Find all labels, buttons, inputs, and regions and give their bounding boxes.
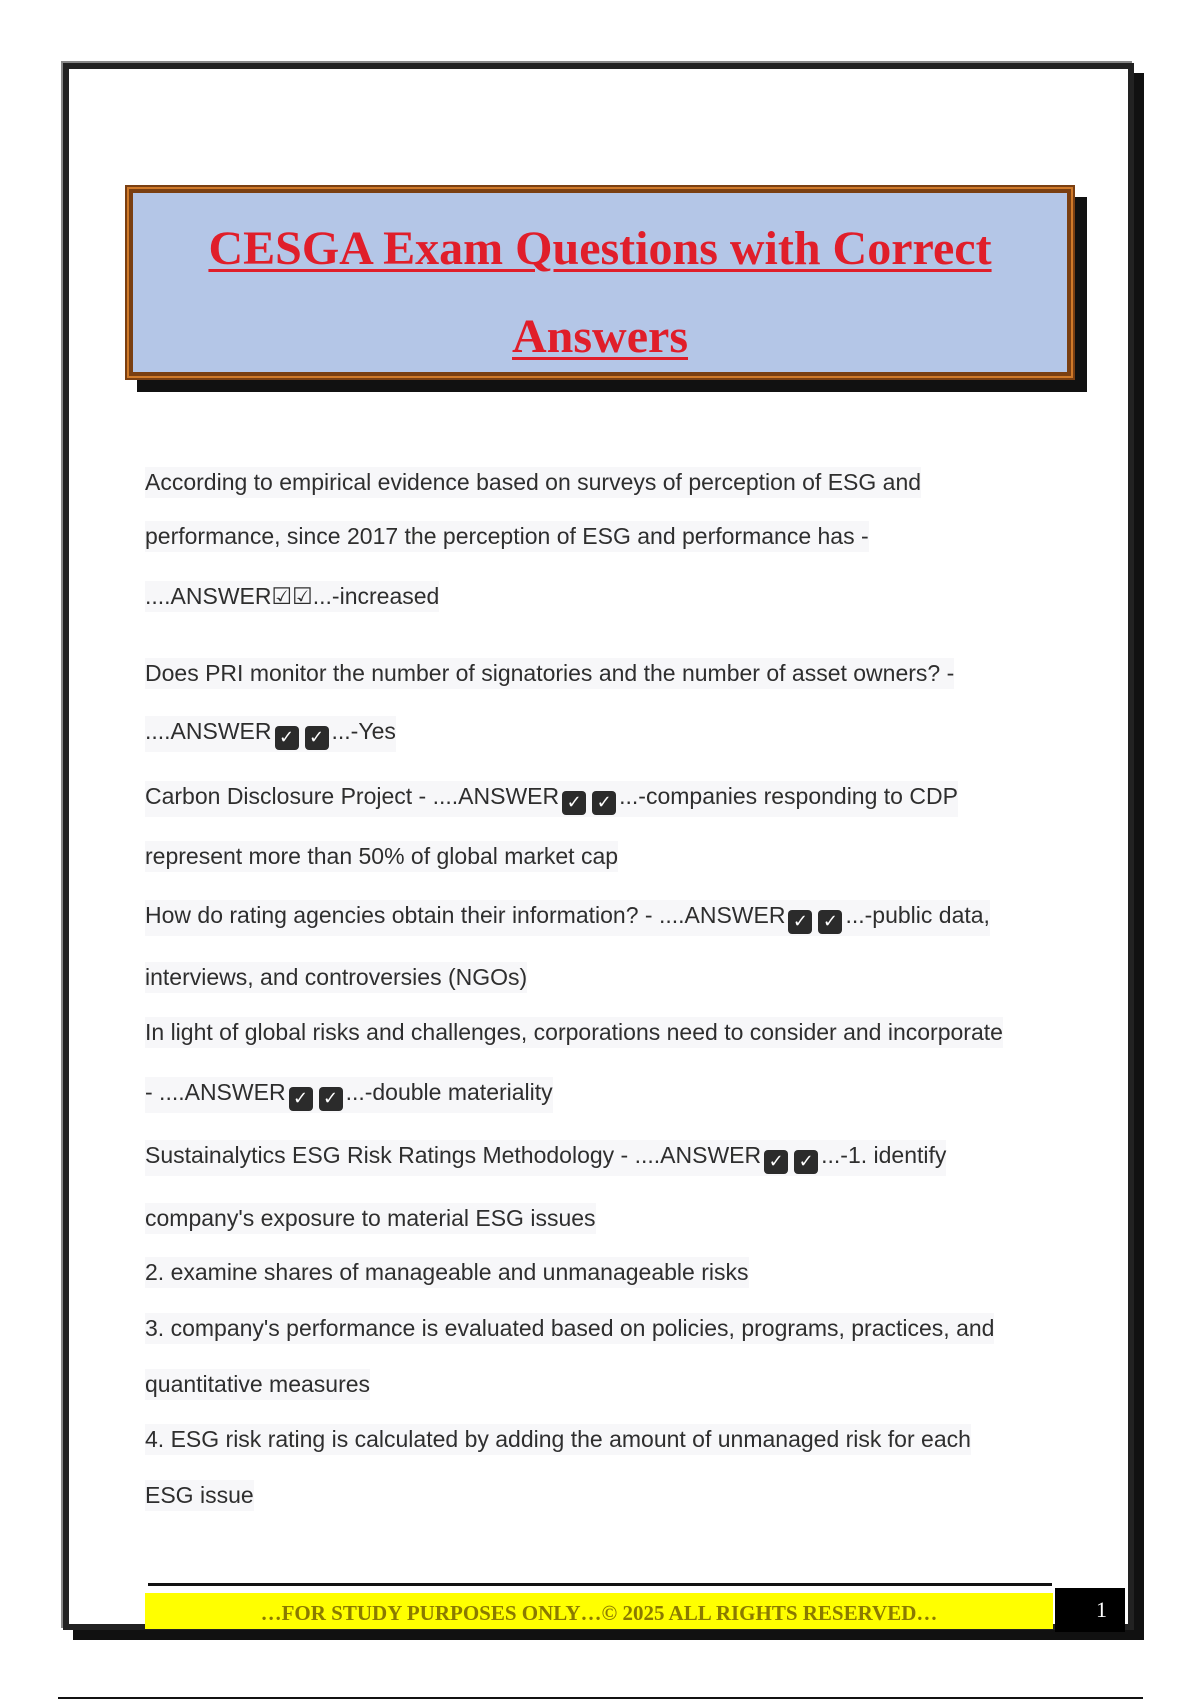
q1-answer-text: ...-increased — [312, 583, 440, 609]
q2-answer-text: ...-Yes — [331, 718, 396, 744]
q1-line-2: performance, since 2017 the perception of ESG and performance has - — [145, 521, 869, 552]
q5-answer-text: ...-double materiality — [345, 1079, 553, 1105]
q2-answer-prefix: ....ANSWER — [145, 718, 272, 744]
q5-answer-prefix: - ....ANSWER — [145, 1079, 286, 1105]
q4-answer-text: ...-public data, — [845, 902, 990, 928]
title-box — [125, 185, 1075, 380]
check-icon: ✓ — [275, 726, 299, 750]
q6-line-1 — [145, 1140, 946, 1176]
q6-line-6: 4. ESG risk rating is calculated by adding the amount of unmanaged risk for each — [145, 1424, 971, 1455]
q6-line-7: ESG issue — [145, 1480, 254, 1511]
check-icon: ✓ — [305, 726, 329, 750]
q4-line-1 — [145, 900, 990, 936]
q1-answer — [145, 581, 439, 612]
title-line-2: Answers — [512, 310, 688, 363]
q6-question: Sustainalytics ESG Risk Ratings Methodology - ....ANSWER — [145, 1142, 762, 1168]
check-icon: ✓ — [319, 1087, 343, 1111]
footer-divider — [148, 1583, 1052, 1586]
q6-line-3: 2. examine shares of manageable and unmanageable risks — [145, 1257, 749, 1288]
check-icon: ✓ — [788, 910, 812, 934]
q4-question: How do rating agencies obtain their information? - ....ANSWER — [145, 902, 786, 928]
q4-line-2: interviews, and controversies (NGOs) — [145, 962, 527, 993]
title-line-1: CESGA Exam Questions with Correct — [208, 222, 992, 275]
q1-answer-prefix: ....ANSWER — [145, 583, 272, 609]
check-icon: ✓ — [289, 1087, 313, 1111]
footer-notice: …FOR STUDY PURPOSES ONLY…© 2025 ALL RIGHTS RESERVED… — [145, 1593, 1053, 1629]
q5-answer — [145, 1077, 553, 1113]
check-icon: ✓ — [794, 1150, 818, 1174]
q3-line-2: represent more than 50% of global market cap — [145, 841, 618, 872]
check-icon: ✓ — [592, 791, 616, 815]
q1-answer-marks: ☑☑ — [271, 583, 313, 609]
q3-line-1 — [145, 781, 958, 817]
q3-question: Carbon Disclosure Project - ....ANSWER — [145, 783, 560, 809]
q6-line-2: company's exposure to material ESG issues — [145, 1203, 596, 1234]
q1-line-1: According to empirical evidence based on surveys of perception of ESG and — [145, 467, 921, 498]
q5-line-1: In light of global risks and challenges, corporations need to consider and incorporate — [145, 1017, 1003, 1048]
check-icon: ✓ — [818, 910, 842, 934]
q3-answer-text: ...-companies responding to CDP — [619, 783, 958, 809]
q6-line-4: 3. company's performance is evaluated based on policies, programs, practices, and — [145, 1313, 994, 1344]
document-title — [133, 193, 1067, 381]
q2-line-1: Does PRI monitor the number of signatories and the number of asset owners? - — [145, 658, 954, 689]
page-number: 1 — [1055, 1588, 1125, 1632]
page-bottom-divider — [58, 1697, 1143, 1699]
check-icon: ✓ — [562, 791, 586, 815]
check-icon: ✓ — [764, 1150, 788, 1174]
q6-answer-text: ...-1. identify — [821, 1142, 947, 1168]
q2-answer — [145, 716, 396, 752]
q6-line-5: quantitative measures — [145, 1369, 370, 1400]
